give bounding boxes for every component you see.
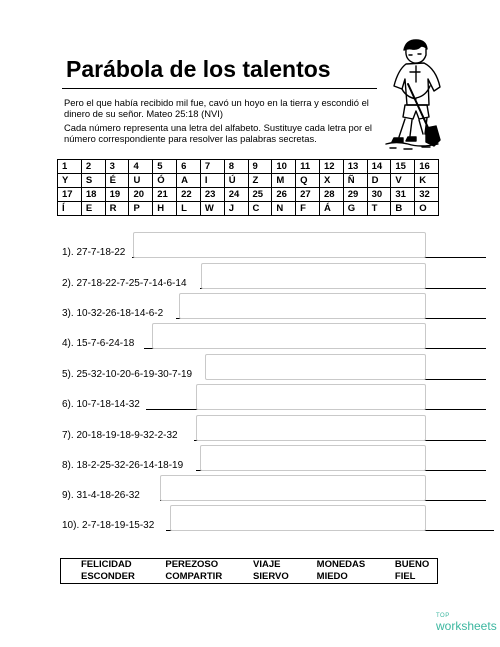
cipher-row-numbers-1 xyxy=(58,160,439,174)
question-label: 9). 31-4-18-26-32 xyxy=(62,490,140,501)
cipher-cell: 22 xyxy=(177,188,201,202)
cipher-cell: A xyxy=(177,174,201,188)
bible-verse: Pero el que había recibido mil fue, cavó un hoyo en la tierra y escondió el dinero de su señor. Mateo 25:18 (NVI) xyxy=(64,97,369,120)
cipher-cell: J xyxy=(224,202,248,216)
cipher-cell: S xyxy=(81,174,105,188)
cipher-cell: K xyxy=(415,174,439,188)
cipher-cell: 28 xyxy=(319,188,343,202)
cipher-cell: 27 xyxy=(296,188,320,202)
cipher-cell: D xyxy=(367,174,391,188)
cipher-cell: 13 xyxy=(343,160,367,174)
cipher-cell: L xyxy=(177,202,201,216)
cipher-cell: E xyxy=(81,202,105,216)
question-label: 5). 25-32-10-20-6-19-30-7-19 xyxy=(62,369,193,380)
cipher-cell: V xyxy=(391,174,415,188)
question-6 xyxy=(62,398,140,412)
answer-input-6[interactable] xyxy=(196,384,426,410)
cipher-cell: Ñ xyxy=(343,174,367,188)
cipher-cell: W xyxy=(200,202,224,216)
question-label: 2). 27-18-22-7-25-7-14-6-14 xyxy=(62,278,187,289)
cipher-cell: 29 xyxy=(343,188,367,202)
question-label: 10). 2-7-18-19-15-32 xyxy=(62,520,155,531)
question-8 xyxy=(62,459,183,473)
cipher-cell: Q xyxy=(296,174,320,188)
word-bank-row xyxy=(61,559,438,572)
question-label: 1). 27-7-18-22 xyxy=(62,247,126,258)
word-bank-item: MONEDAS xyxy=(316,559,366,570)
cipher-cell: 12 xyxy=(319,160,343,174)
question-label: 3). 10-32-26-18-14-6-2 xyxy=(62,308,164,319)
cipher-cell: 16 xyxy=(415,160,439,174)
cipher-cell: B xyxy=(391,202,415,216)
word-bank-item: SIERVO xyxy=(253,571,289,582)
cipher-cell: Ó xyxy=(153,174,177,188)
page-title: Parábola de los talentos xyxy=(66,56,331,82)
logo-name-text: worksheets xyxy=(436,619,497,633)
word-bank-item: FIEL xyxy=(394,571,416,582)
word-bank-item: VIAJE xyxy=(253,559,281,570)
cipher-row-letters-1 xyxy=(58,174,439,188)
cipher-cell: 4 xyxy=(129,160,153,174)
cipher-cell: 19 xyxy=(105,188,129,202)
cipher-cell: G xyxy=(343,202,367,216)
question-4 xyxy=(62,337,134,351)
cipher-cell: 18 xyxy=(81,188,105,202)
topworksheets-logo xyxy=(436,613,497,633)
cipher-cell: 30 xyxy=(367,188,391,202)
cipher-cell: T xyxy=(367,202,391,216)
cipher-cell: N xyxy=(272,202,296,216)
cipher-cell: 17 xyxy=(58,188,82,202)
question-label: 8). 18-2-25-32-26-14-18-19 xyxy=(62,460,184,471)
word-bank-item: BUENO xyxy=(394,559,430,570)
answer-input-10[interactable] xyxy=(170,505,426,531)
cipher-cell: 24 xyxy=(224,188,248,202)
question-5 xyxy=(62,368,192,382)
question-2 xyxy=(62,277,187,291)
cipher-cell: 2 xyxy=(81,160,105,174)
question-9 xyxy=(62,489,140,503)
cipher-cell: 26 xyxy=(272,188,296,202)
word-bank-item: MIEDO xyxy=(316,571,348,582)
answer-input-3[interactable] xyxy=(179,293,426,319)
title-divider xyxy=(62,88,377,89)
answer-input-5[interactable] xyxy=(205,354,426,380)
cipher-cell: R xyxy=(105,202,129,216)
cipher-cell: 20 xyxy=(129,188,153,202)
cipher-cell: 23 xyxy=(200,188,224,202)
cipher-cell: O xyxy=(415,202,439,216)
cipher-table xyxy=(57,159,439,216)
cipher-cell: 7 xyxy=(200,160,224,174)
question-7 xyxy=(62,429,178,443)
cipher-cell: 8 xyxy=(224,160,248,174)
cipher-cell: 9 xyxy=(248,160,272,174)
logo-top-text: TOP xyxy=(436,613,450,619)
cipher-cell: I xyxy=(200,174,224,188)
cipher-cell: 11 xyxy=(296,160,320,174)
cipher-cell: U xyxy=(129,174,153,188)
question-label: 4). 15-7-6-24-18 xyxy=(62,338,135,349)
cipher-cell: Ú xyxy=(224,174,248,188)
cipher-cell: P xyxy=(129,202,153,216)
cipher-cell: Á xyxy=(319,202,343,216)
question-1 xyxy=(62,246,125,260)
cipher-cell: É xyxy=(105,174,129,188)
word-bank-item: FELICIDAD xyxy=(81,559,132,570)
cipher-cell: 25 xyxy=(248,188,272,202)
cipher-row-letters-2 xyxy=(58,202,439,216)
answer-input-1[interactable] xyxy=(133,232,426,258)
word-bank-row xyxy=(61,571,438,584)
cipher-cell: 5 xyxy=(153,160,177,174)
word-bank-item: PEREZOSO xyxy=(165,559,219,570)
cipher-cell: Í xyxy=(58,202,82,216)
question-label: 7). 20-18-19-18-9-32-2-32 xyxy=(62,430,178,441)
cipher-cell: 21 xyxy=(153,188,177,202)
answer-input-9[interactable] xyxy=(160,475,426,501)
answer-input-2[interactable] xyxy=(201,263,426,289)
cipher-cell: H xyxy=(153,202,177,216)
question-10 xyxy=(62,519,154,533)
cipher-cell: 15 xyxy=(391,160,415,174)
cipher-cell: 10 xyxy=(272,160,296,174)
cipher-cell: 6 xyxy=(177,160,201,174)
cipher-cell: F xyxy=(296,202,320,216)
cipher-cell: Z xyxy=(248,174,272,188)
cipher-cell: 32 xyxy=(415,188,439,202)
cipher-cell: 31 xyxy=(391,188,415,202)
answer-input-7[interactable] xyxy=(196,415,426,441)
question-3 xyxy=(62,307,163,321)
cipher-cell: 3 xyxy=(105,160,129,174)
cipher-cell: 1 xyxy=(58,160,82,174)
question-label: 6). 10-7-18-14-32 xyxy=(62,399,140,410)
boy-digging-illustration xyxy=(382,36,444,154)
cipher-cell: C xyxy=(248,202,272,216)
cipher-cell: 14 xyxy=(367,160,391,174)
cipher-row-numbers-2 xyxy=(58,188,439,202)
word-bank-item: ESCONDER xyxy=(81,571,135,582)
cipher-cell: X xyxy=(319,174,343,188)
answer-input-4[interactable] xyxy=(152,323,426,349)
instructions-text: Cada número representa una letra del alfabeto. Sustituye cada letra por el número correspondiente para resolver las palabras secretas. xyxy=(64,122,373,145)
word-bank xyxy=(60,558,438,584)
cipher-cell: Y xyxy=(58,174,82,188)
cipher-cell: M xyxy=(272,174,296,188)
answer-input-8[interactable] xyxy=(200,445,426,471)
word-bank-item: COMPARTIR xyxy=(165,571,223,582)
